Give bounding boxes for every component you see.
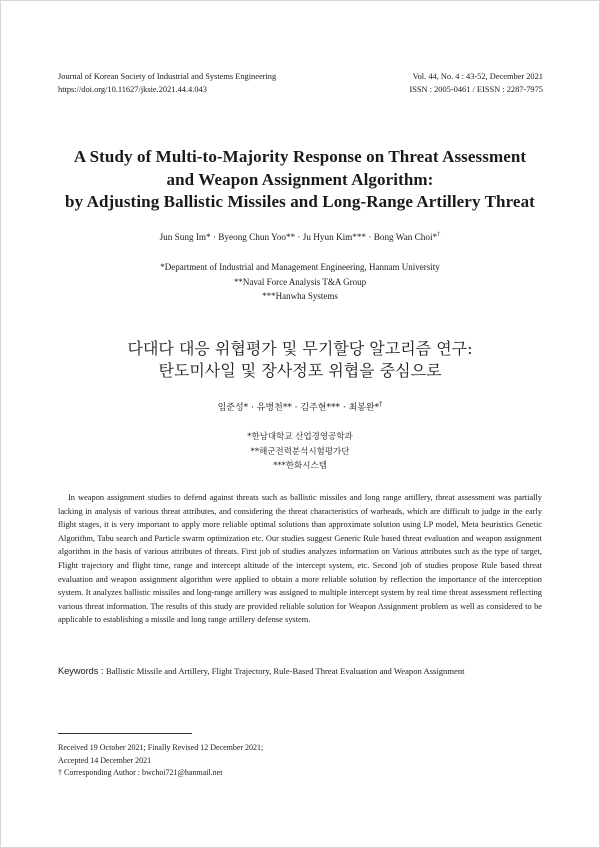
korean-title: [0, 338, 600, 382]
affiliation-3: ***Hanwha Systems: [262, 291, 338, 301]
received-date: Received 19 October 2021; Finally Revised 12 December 2021;: [58, 743, 264, 752]
english-title-line-2: and Weapon Assignment Algorithm:: [166, 169, 434, 189]
header-left: [58, 70, 276, 96]
volume-info: Vol. 44, No. 4 : 43-52, December 2021: [412, 72, 543, 81]
header-right: [409, 70, 543, 96]
keywords: [58, 665, 542, 677]
korean-corresponding-dagger: †: [379, 400, 383, 408]
english-title: [30, 146, 570, 214]
korean-author-names: 임준성* · 유병천** · 김주현*** · 최봉완*: [217, 403, 380, 413]
keywords-text: Ballistic Missile and Artillery, Flight Trajectory, Rule-Based Threat Evaluation and Weapon Assignment: [106, 666, 465, 676]
affiliation-1: *Department of Industrial and Management Engineering, Hannam University: [160, 262, 440, 272]
corresponding-author: † Corresponding Author : bwchoi721@hanmail.net: [58, 768, 223, 777]
affiliation-2: **Naval Force Analysis T&A Group: [233, 276, 367, 287]
english-authors: [0, 229, 600, 243]
korean-title-line-2: 탄도미사일 및 장사정포 위협을 중심으로: [158, 361, 442, 380]
korean-affiliations: [0, 430, 600, 474]
korean-title-line-1: 다대다 대응 위협평가 및 무기할당 알고리즘 연구:: [127, 339, 473, 358]
journal-name: Journal of Korean Society of Industrial and Systems Engineering: [58, 72, 277, 81]
korean-affiliation-1: *한남대학교 산업경영공학과: [247, 432, 353, 442]
english-author-names: Jun Sung Im* · Byeong Chun Yoo** · Ju Hyun Kim*** · Bong Wan Choi*: [159, 232, 438, 243]
english-title-line-1: A Study of Multi-to-Majority Response on Threat Assessment: [73, 147, 527, 166]
issn-info: ISSN : 2005-0461 / EISSN : 2287-7975: [409, 85, 543, 94]
footnotes: [58, 742, 263, 780]
english-affiliations: [0, 260, 600, 304]
accepted-date: Accepted 14 December 2021: [58, 755, 152, 765]
korean-affiliation-2: **해군전력분석시험평가단: [250, 446, 350, 457]
keywords-label: Keywords :: [58, 666, 106, 676]
korean-affiliation-3: ***한화시스템: [273, 461, 327, 471]
corresponding-dagger: †: [437, 231, 441, 238]
korean-authors: [0, 398, 600, 414]
english-title-line-3: by Adjusting Ballistic Missiles and Long-Range Artillery Threat: [65, 192, 535, 211]
footnote-divider: [58, 733, 192, 734]
abstract: In weapon assignment studies to defend against threats such as ballistic missiles and long range artillery, threat assessment was partially lacking in analysis of various threat attributes, and considering the threat characteristics of warheads, which are difficult to judge in the early flight stages, it is very important to apply more reliable optimal solutions than approximate solution using LP model, Meta heuristics Genetic Algorithm, Tabu search and Particle swarm optimization etc. Our studies suggest Generic Rule based threat evaluation and weapon assignment algorithm in the basis of various attributes of threats. First job of studies analyzes information on Various attributes such as the type of target, Flight trajectory and flight time, range and intercept altitude of the intercept system, etc. Second job of studies propose Rule based threat evaluation and weapon assignment algorithm were applied to obtain a more reliable solution by reflection the importance of the interception system. It analyzes ballistic missiles and long-range artillery was assigned to multiple intercept system by real time threat assessment reflecting various threat information. The results of this study are provided reliable solution for Weapon Assignment problem as well as considered to be applicable to establishing a missile and long range artillery defense system.: [58, 493, 542, 625]
doi-link[interactable]: https://doi.org/10.11627/jksie.2021.44.4.043: [58, 85, 207, 94]
